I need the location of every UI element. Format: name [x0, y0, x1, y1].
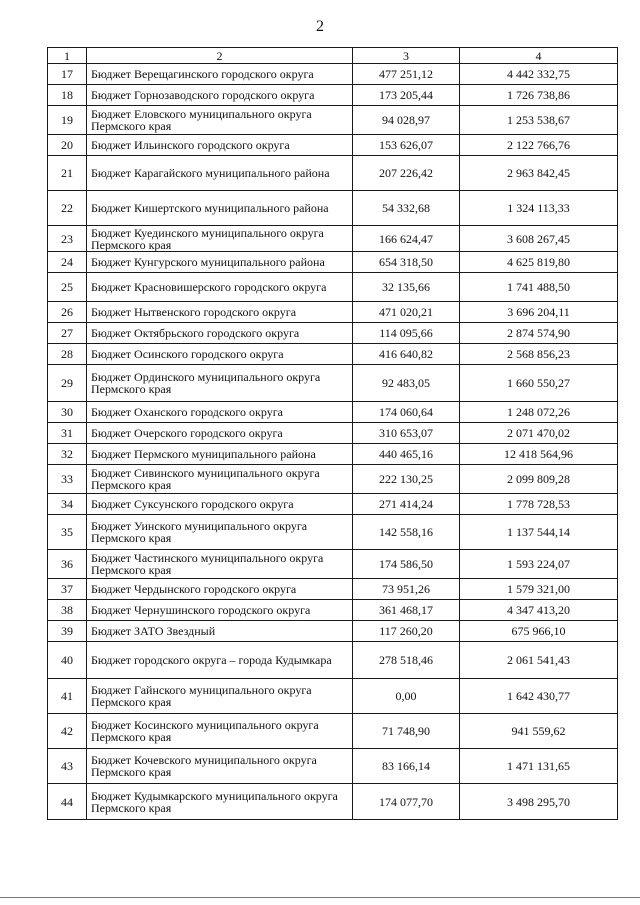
- value-column-4: 675 966,10: [460, 621, 618, 642]
- row-number: 27: [48, 323, 87, 344]
- value-column-3: 278 518,46: [353, 642, 460, 679]
- row-number: 44: [48, 784, 87, 820]
- row-number: 37: [48, 579, 87, 600]
- table-row: [48, 226, 618, 252]
- value-column-4: 4 625 819,80: [460, 252, 618, 273]
- value-column-4: 1 253 538,67: [460, 106, 618, 135]
- table-row: [48, 550, 618, 579]
- table-row: [48, 323, 618, 344]
- value-column-4: 3 498 295,70: [460, 784, 618, 820]
- municipality-name: Бюджет Чердынского городского округа: [87, 579, 353, 600]
- municipality-name: Бюджет Карагайского муниципального района: [87, 156, 353, 191]
- municipality-name: Бюджет городского округа – города Кудымкара: [87, 642, 353, 679]
- municipality-name: Бюджет ЗАТО Звездный: [87, 621, 353, 642]
- value-column-3: 207 226,42: [353, 156, 460, 191]
- row-number: 18: [48, 85, 87, 106]
- row-number: 25: [48, 273, 87, 302]
- table-row: [48, 252, 618, 273]
- value-column-4: 1 726 738,86: [460, 85, 618, 106]
- table-row: [48, 85, 618, 106]
- value-column-3: 166 624,47: [353, 226, 460, 252]
- municipality-name: Бюджет Косинского муниципального округа Пермского края: [87, 714, 353, 749]
- value-column-3: 94 028,97: [353, 106, 460, 135]
- row-number: 43: [48, 749, 87, 784]
- table-row: [48, 579, 618, 600]
- row-number: 22: [48, 191, 87, 226]
- row-number: 40: [48, 642, 87, 679]
- value-column-3: 142 558,16: [353, 515, 460, 550]
- municipality-name: Бюджет Кишертского муниципального района: [87, 191, 353, 226]
- page-bottom-line: [0, 897, 640, 898]
- value-column-4: 1 248 072,26: [460, 402, 618, 423]
- value-column-3: 114 095,66: [353, 323, 460, 344]
- table-row: [48, 621, 618, 642]
- row-number: 32: [48, 444, 87, 465]
- value-column-4: 2 568 856,23: [460, 344, 618, 365]
- table-row: [48, 784, 618, 820]
- municipality-name: Бюджет Кудымкарского муниципального округа Пермского края: [87, 784, 353, 820]
- value-column-3: 271 414,24: [353, 494, 460, 515]
- value-column-3: 174 586,50: [353, 550, 460, 579]
- row-number: 38: [48, 600, 87, 621]
- table-row: [48, 423, 618, 444]
- value-column-3: 477 251,12: [353, 64, 460, 85]
- municipality-name: Бюджет Горнозаводского городского округа: [87, 85, 353, 106]
- table-row: [48, 749, 618, 784]
- row-number: 20: [48, 135, 87, 156]
- value-column-4: 1 741 488,50: [460, 273, 618, 302]
- table-row: [48, 191, 618, 226]
- municipality-name: Бюджет Ординского муниципального округа Пермского края: [87, 365, 353, 402]
- row-number: 24: [48, 252, 87, 273]
- value-column-4: 1 660 550,27: [460, 365, 618, 402]
- value-column-4: 941 559,62: [460, 714, 618, 749]
- value-column-3: 153 626,07: [353, 135, 460, 156]
- row-number: 36: [48, 550, 87, 579]
- municipality-name: Бюджет Пермского муниципального района: [87, 444, 353, 465]
- value-column-3: 174 060,64: [353, 402, 460, 423]
- table-body: [48, 64, 618, 820]
- municipality-name: Бюджет Чернушинского городского округа: [87, 600, 353, 621]
- municipality-name: Бюджет Суксунского городского округа: [87, 494, 353, 515]
- value-column-3: 0,00: [353, 679, 460, 714]
- value-column-3: 440 465,16: [353, 444, 460, 465]
- value-column-3: 117 260,20: [353, 621, 460, 642]
- row-number: 33: [48, 465, 87, 494]
- budget-table: [47, 47, 618, 820]
- row-number: 30: [48, 402, 87, 423]
- row-number: 35: [48, 515, 87, 550]
- municipality-name: Бюджет Еловского муниципального округа Пермского края: [87, 106, 353, 135]
- row-number: 31: [48, 423, 87, 444]
- value-column-3: 361 468,17: [353, 600, 460, 621]
- value-column-3: 71 748,90: [353, 714, 460, 749]
- column-header-1: 1: [48, 48, 87, 64]
- table-row: [48, 600, 618, 621]
- municipality-name: Бюджет Сивинского муниципального округа Пермского края: [87, 465, 353, 494]
- municipality-name: Бюджет Октябрьского городского округа: [87, 323, 353, 344]
- table-row: [48, 365, 618, 402]
- table-header-row: [48, 48, 618, 64]
- value-column-4: 2 061 541,43: [460, 642, 618, 679]
- table-row: [48, 302, 618, 323]
- value-column-4: 4 347 413,20: [460, 600, 618, 621]
- column-header-2: 2: [87, 48, 353, 64]
- value-column-4: 2 963 842,45: [460, 156, 618, 191]
- municipality-name: Бюджет Куединского муниципального округа Пермского края: [87, 226, 353, 252]
- municipality-name: Бюджет Частинского муниципального округа Пермского края: [87, 550, 353, 579]
- table-row: [48, 156, 618, 191]
- table-row: [48, 106, 618, 135]
- table-row: [48, 344, 618, 365]
- row-number: 17: [48, 64, 87, 85]
- value-column-3: 92 483,05: [353, 365, 460, 402]
- row-number: 19: [48, 106, 87, 135]
- table-row: [48, 714, 618, 749]
- value-column-3: 471 020,21: [353, 302, 460, 323]
- row-number: 34: [48, 494, 87, 515]
- value-column-4: 4 442 332,75: [460, 64, 618, 85]
- value-column-4: 2 122 766,76: [460, 135, 618, 156]
- value-column-4: 2 071 470,02: [460, 423, 618, 444]
- value-column-3: 222 130,25: [353, 465, 460, 494]
- value-column-4: 2 099 809,28: [460, 465, 618, 494]
- column-header-4: 4: [460, 48, 618, 64]
- municipality-name: Бюджет Нытвенского городского округа: [87, 302, 353, 323]
- value-column-4: 1 778 728,53: [460, 494, 618, 515]
- value-column-4: 3 608 267,45: [460, 226, 618, 252]
- value-column-4: 1 642 430,77: [460, 679, 618, 714]
- table-row: [48, 444, 618, 465]
- value-column-4: 1 579 321,00: [460, 579, 618, 600]
- column-header-3: 3: [353, 48, 460, 64]
- municipality-name: Бюджет Верещагинского городского округа: [87, 64, 353, 85]
- municipality-name: Бюджет Красновишерского городского округа: [87, 273, 353, 302]
- value-column-3: 310 653,07: [353, 423, 460, 444]
- table-row: [48, 402, 618, 423]
- municipality-name: Бюджет Осинского городского округа: [87, 344, 353, 365]
- row-number: 21: [48, 156, 87, 191]
- value-column-4: 2 874 574,90: [460, 323, 618, 344]
- value-column-3: 32 135,66: [353, 273, 460, 302]
- value-column-3: 174 077,70: [353, 784, 460, 820]
- table-row: [48, 64, 618, 85]
- table-row: [48, 135, 618, 156]
- value-column-3: 173 205,44: [353, 85, 460, 106]
- value-column-3: 83 166,14: [353, 749, 460, 784]
- municipality-name: Бюджет Оханского городского округа: [87, 402, 353, 423]
- value-column-4: 1 137 544,14: [460, 515, 618, 550]
- value-column-3: 416 640,82: [353, 344, 460, 365]
- value-column-4: 1 471 131,65: [460, 749, 618, 784]
- table-row: [48, 273, 618, 302]
- table-row: [48, 494, 618, 515]
- row-number: 23: [48, 226, 87, 252]
- row-number: 39: [48, 621, 87, 642]
- row-number: 42: [48, 714, 87, 749]
- row-number: 28: [48, 344, 87, 365]
- page-number: 2: [316, 18, 324, 35]
- table-row: [48, 642, 618, 679]
- row-number: 26: [48, 302, 87, 323]
- value-column-3: 654 318,50: [353, 252, 460, 273]
- value-column-4: 3 696 204,11: [460, 302, 618, 323]
- municipality-name: Бюджет Гайнского муниципального округа Пермского края: [87, 679, 353, 714]
- value-column-3: 73 951,26: [353, 579, 460, 600]
- municipality-name: Бюджет Очерского городского округа: [87, 423, 353, 444]
- municipality-name: Бюджет Кунгурского муниципального района: [87, 252, 353, 273]
- row-number: 41: [48, 679, 87, 714]
- table-row: [48, 515, 618, 550]
- table-row: [48, 679, 618, 714]
- value-column-4: 1 593 224,07: [460, 550, 618, 579]
- table-row: [48, 465, 618, 494]
- value-column-4: 1 324 113,33: [460, 191, 618, 226]
- value-column-3: 54 332,68: [353, 191, 460, 226]
- municipality-name: Бюджет Ильинского городского округа: [87, 135, 353, 156]
- row-number: 29: [48, 365, 87, 402]
- value-column-4: 12 418 564,96: [460, 444, 618, 465]
- municipality-name: Бюджет Уинского муниципального округа Пермского края: [87, 515, 353, 550]
- municipality-name: Бюджет Кочевского муниципального округа Пермского края: [87, 749, 353, 784]
